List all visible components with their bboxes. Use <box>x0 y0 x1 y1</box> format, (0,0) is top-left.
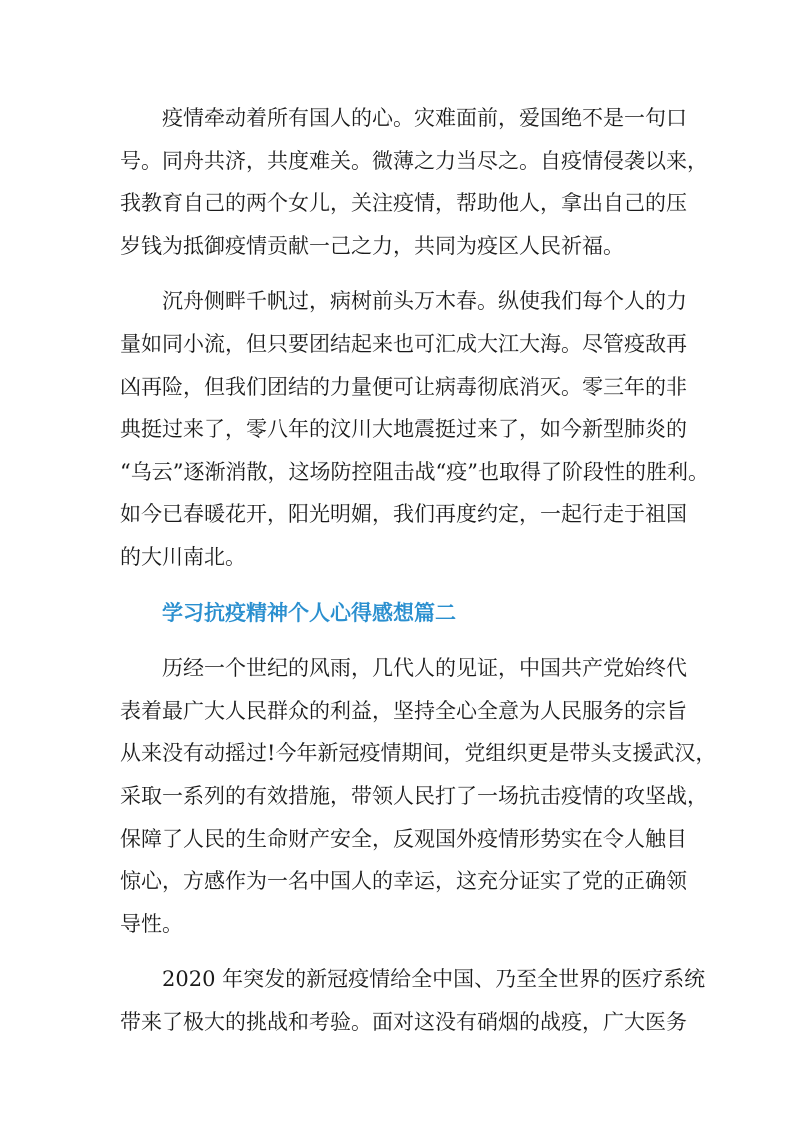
text-line: 号。同舟共济，共度难关。微薄之力当尽之。自疫情侵袭以来， <box>120 148 708 173</box>
text-line: 典挺过来了，零八年的汶川大地震挺过来了，如今新型肺炎的 <box>120 417 687 442</box>
section-heading: 学习抗疫精神个人心得感想篇二 <box>162 600 456 625</box>
text-line: 我教育自己的两个女儿，关注疫情，帮助他人，拿出自己的压 <box>120 191 687 216</box>
text-line: 带来了极大的挑战和考验。面对这没有硝烟的战疫，广大医务 <box>120 1009 687 1034</box>
text-line: 保障了人民的生命财产安全，反观国外疫情形势实在令人触目 <box>120 826 687 851</box>
text-line: 表着最广大人民群众的利益，坚持全心全意为人民服务的宗旨 <box>120 698 687 723</box>
text-line: 2020 年突发的新冠疫情给全中国、乃至全世界的医疗系统 <box>162 967 706 992</box>
text-line: 采取一系列的有效措施，带领人民打了一场抗击疫情的攻坚战， <box>120 783 708 808</box>
text-line: 岁钱为抵御疫情贡献一己之力，共同为疫区人民祈福。 <box>120 233 624 258</box>
section-intro <box>120 97 709 579</box>
paragraph <box>120 958 706 1043</box>
document-page <box>120 97 717 1056</box>
paragraph <box>120 280 709 578</box>
text-line: 历经一个世纪的风雨，几代人的见证，中国共产党始终代 <box>162 656 687 681</box>
section-two <box>120 647 717 1043</box>
text-line: 凶再险，但我们团结的力量便可让病毒彻底消灭。零三年的非 <box>120 374 687 399</box>
text-line: 导性。 <box>120 911 183 936</box>
paragraph <box>120 647 717 945</box>
text-line: “乌云”逐渐消散，这场防控阻击战“疫”也取得了阶段性的胜利。 <box>120 459 709 484</box>
text-line: 的大川南北。 <box>120 544 246 569</box>
text-line: 如今已春暖花开，阳光明媚，我们再度约定，一起行走于祖国 <box>120 502 687 527</box>
paragraph <box>120 97 708 267</box>
text-line: 量如同小流，但只要团结起来也可汇成大江大海。尽管疫敌再 <box>120 331 687 356</box>
text-line: 惊心，方感作为一名中国人的幸运，这充分证实了党的正确领 <box>120 869 687 894</box>
text-line: 从来没有动摇过!今年新冠疫情期间，党组织更是带头支援武汉， <box>120 741 717 766</box>
text-line: 疫情牵动着所有国人的心。灾难面前，爱国绝不是一句口 <box>162 106 687 130</box>
text-line: 沉舟侧畔千帆过，病树前头万木春。纵使我们每个人的力 <box>162 289 687 314</box>
